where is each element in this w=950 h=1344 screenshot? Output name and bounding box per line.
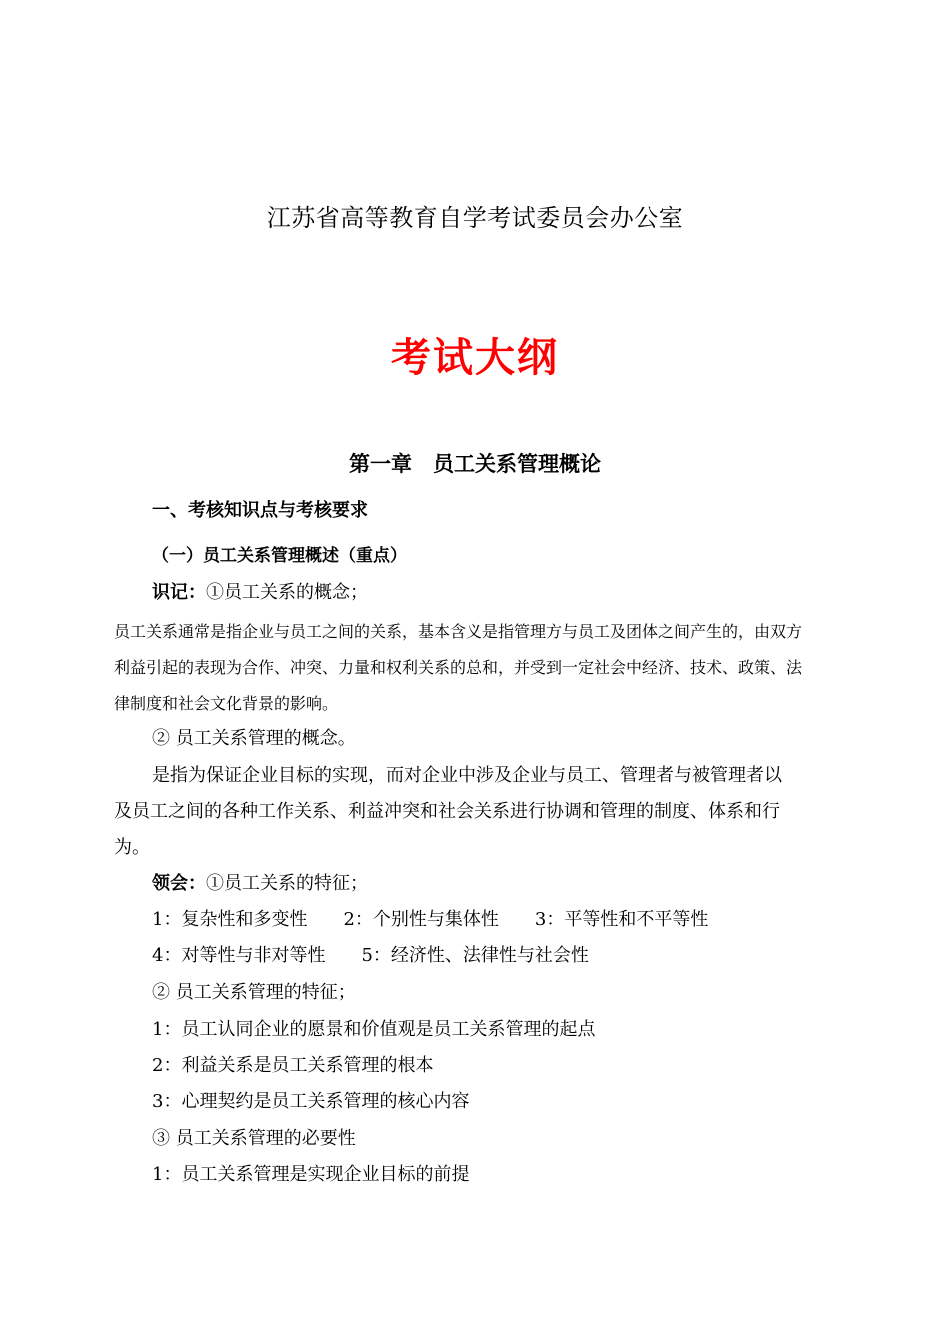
section-heading: 一、考核知识点与考核要求 — [152, 500, 368, 521]
identify-item-2: ② 员工关系管理的概念。 — [152, 728, 356, 749]
definition-2-line-1: 是指为保证企业目标的实现，而对企业中涉及企业与员工、管理者与被管理者以 — [152, 765, 782, 786]
identify-label: 识记： — [152, 582, 206, 603]
necessity-1: 1：员工关系管理是实现企业目标的前提 — [152, 1164, 470, 1185]
definition-1-line-2: 利益引起的表现为合作、冲突、力量和权利关系的总和，并受到一定社会中经济、技术、政策、法 — [114, 658, 803, 677]
document-title: 考试大纲 — [391, 335, 559, 381]
definition-2-line-2: 及员工之间的各种工作关系、利益冲突和社会关系进行协调和管理的制度、体系和行 — [114, 801, 780, 822]
understand-item-3: ③ 员工关系管理的必要性 — [152, 1128, 356, 1149]
institution-name: 江苏省高等教育自学考试委员会办公室 — [266, 204, 684, 232]
definition-2-line-3: 为。 — [114, 837, 150, 858]
features-row-1: 1：复杂性和多变性 2：个别性与集体性 3：平等性和不平等性 — [152, 909, 709, 930]
identify-item-1: ①员工关系的概念； — [206, 582, 368, 603]
mgmt-feature-3: 3：心理契约是员工关系管理的核心内容 — [152, 1091, 470, 1112]
definition-1-line-1: 员工关系通常是指企业与员工之间的关系，基本含义是指管理方与员工及团体之间产生的，由双方 — [114, 622, 803, 641]
chapter-title: 第一章 员工关系管理概论 — [349, 452, 601, 476]
understand-item-1: ①员工关系的特征； — [206, 873, 368, 894]
features-row-2: 4：对等性与非对等性 5：经济性、法律性与社会性 — [152, 945, 589, 966]
definition-1-line-3: 律制度和社会文化背景的影响。 — [114, 694, 339, 713]
identify-line-1 — [152, 581, 368, 605]
mgmt-feature-2: 2：利益关系是员工关系管理的根本 — [152, 1055, 434, 1076]
understand-item-2: ② 员工关系管理的特征； — [152, 982, 356, 1003]
understand-label: 领会： — [152, 873, 206, 894]
understand-line-1 — [152, 872, 368, 896]
mgmt-feature-1: 1：员工认同企业的愿景和价值观是员工关系管理的起点 — [152, 1019, 596, 1040]
section-subheading: （一）员工关系管理概述（重点） — [152, 546, 407, 566]
